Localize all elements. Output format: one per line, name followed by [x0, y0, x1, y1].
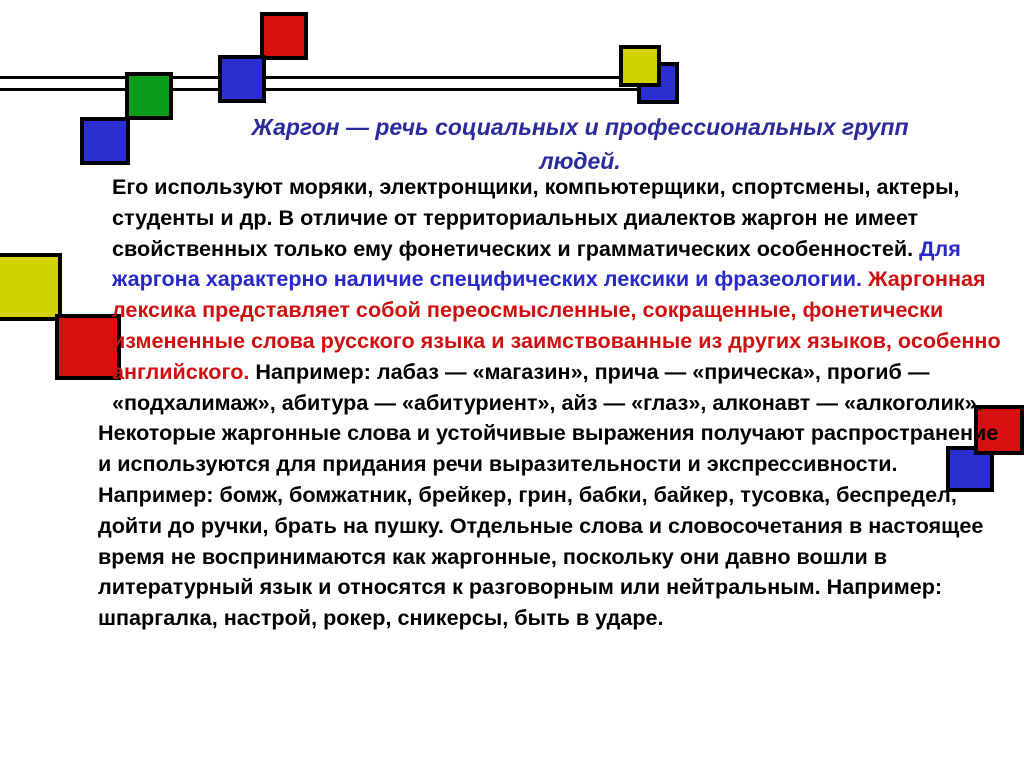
decor-line-bottom	[0, 88, 640, 91]
paragraph-definition	[98, 172, 1003, 418]
decor-square-red	[260, 12, 308, 60]
paragraph-spread: Некоторые жаргонные слова и устойчивые выражения получают распространение и используются для придания речи выразительности и экспрессивности. Например: бомж, бомжатник, брейкер, грин, бабки, байкер, тусовка, беспредел, дойти до ручки, брать на пушку. Отдельные слова и словосочетания в настоящее время не воспринимаются как жаргонные, поскольку они давно вошли в литературный язык и относятся к разговорным или нейтральным. Например: шпаргалка, настрой, рокер, сникерсы, быть в ударе.	[98, 420, 999, 631]
slide-title-line1: Жаргон — речь социальных и профессиональных групп	[251, 114, 909, 140]
paragraph1-examples: Например: лабаз — «магазин», прича — «прическа», прогиб — «подхалимаж», абитура — «абитуриент», айз — «глаз», алконавт — «алкоголик».	[112, 358, 983, 415]
slide-title-line2: людей.	[539, 148, 621, 174]
decor-square-blue	[80, 117, 130, 165]
paragraph1-blue-highlight: Для жаргона характерно наличие специфических лексики и фразеологии.	[112, 235, 961, 292]
paragraph1-red-highlight: Жаргонная лексика представляет собой переосмысленные, сокращенные, фонетически измененные слова русского языка и заимствованные из других языков, особенно английского.	[112, 266, 1001, 384]
slide-body	[98, 172, 1003, 634]
decor-square-yellow	[0, 253, 62, 321]
decor-line-top	[0, 76, 660, 79]
paragraph1-text: Его используют моряки, электронщики, компьютерщики, спортсмены, актеры, студенты и др. В отличие от территориальных диалектов жаргон не имеет свойственных только ему фонетических и грамматических особенностей.	[112, 174, 960, 261]
slide-title	[150, 110, 1010, 178]
decor-square-yellow	[619, 45, 661, 87]
decor-square-blue	[218, 55, 266, 103]
